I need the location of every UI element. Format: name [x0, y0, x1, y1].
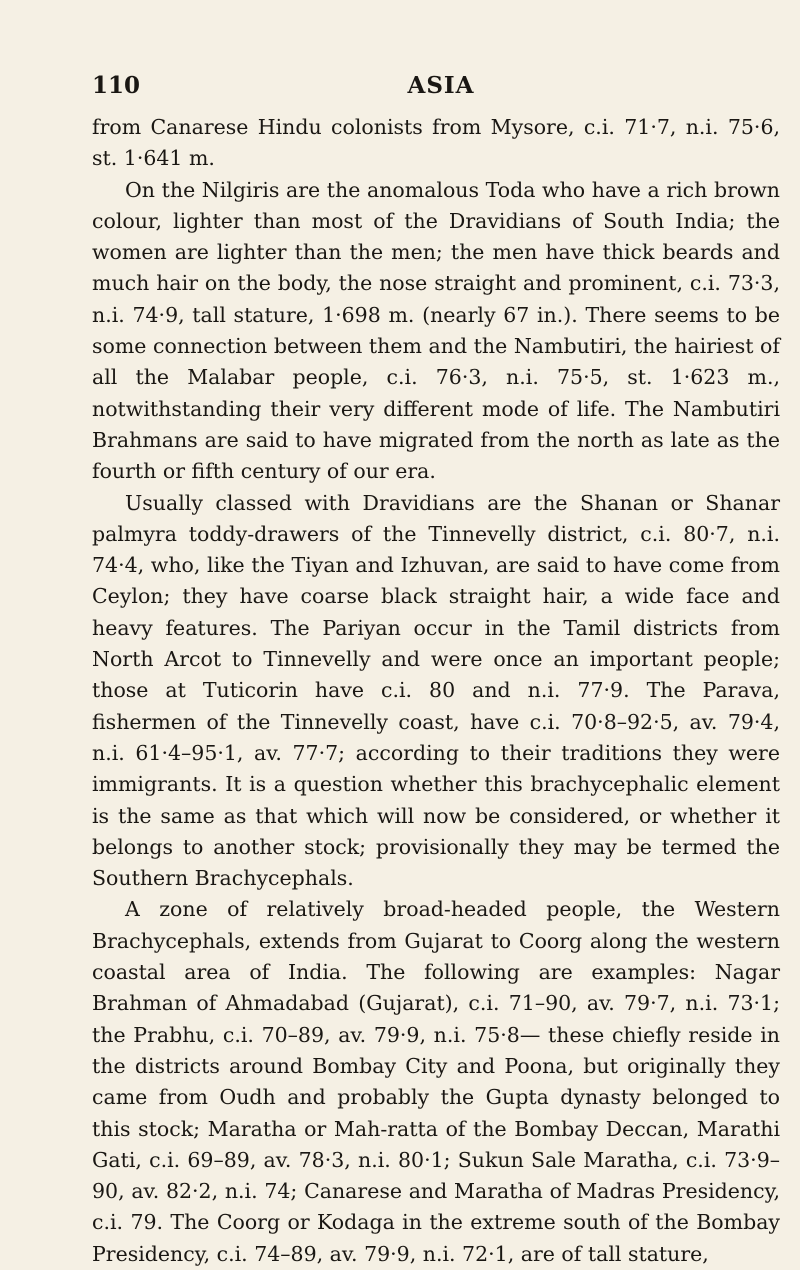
body-text	[92, 112, 780, 1270]
running-head	[92, 66, 770, 106]
paragraph-western-brachycephals: A zone of relatively broad-headed people, the Western Brachycephals, extends from Gujarat to Coorg along the western coastal area of India. The following are examples: Nagar Brahman of Ahmadabad (Gujarat), c.i. 71–90, av. 79·7, n.i. 73·1; the Prabhu, c.i. 70–89, av. 79·9, n.i. 75·8— these chiefly reside in the districts around Bombay City and Poona, but originally they came from Oudh and probably the Gupta dynasty belonged to this stock; Maratha or Mah-ratta of the Bombay Deccan, Marathi Gati, c.i. 69–89, av. 78·3, n.i. 80·1; Sukun Sale Maratha, c.i. 73·9–90, av. 82·2, n.i. 74; Canarese and Maratha of Madras Presidency, c.i. 79. The Coorg or Kodaga in the extreme south of the Bombay Presidency, c.i. 74–89, av. 79·9, n.i. 72·1, are of tall stature,	[92, 897, 780, 1266]
paragraph-toda: On the Nilgiris are the anomalous Toda who have a rich brown colour, lighter than most of the Dravidians of South India; the women are lighter than the men; the men have thick beards and much hair on the body, the nose straight and prominent, c.i. 73·3, n.i. 74·9, tall stature, 1·698 m. (nearly 67 in.). There seems to be some connection between them and the Nambutiri, the hairiest of all the Malabar people, c.i. 76·3, n.i. 75·5, st. 1·623 m., notwithstanding their very different mode of life. The Nambutiri Brahmans are said to have migrated from the north as late as the fourth or fifth century of our era.	[92, 177, 780, 484]
paragraph-southern-brachycephals: Usually classed with Dravidians are the Shanan or Shanar palmyra toddy-drawers of the Tinnevelly district, c.i. 80·7, n.i. 74·4, who, like the Tiyan and Izhuvan, are said to have come from Ceylon; they have coarse black straight hair, a wide face and heavy features. The Pariyan occur in the Tamil districts from North Arcot to Tinnevelly and were once an important people; those at Tuticorin have c.i. 80 and n.i. 77·9. The Parava, fishermen of the Tinnevelly coast, have c.i. 70·8–92·5, av. 79·4, n.i. 61·4–95·1, av. 77·7; according to their traditions they were immigrants. It is a question whether this brachycephalic element is the same as that which will now be considered, or whether it belongs to another stock; provisionally they may be termed the Southern Brachycephals.	[92, 490, 780, 891]
paragraph-continuation: from Canarese Hindu colonists from Mysore, c.i. 71·7, n.i. 75·6, st. 1·641 m.	[92, 115, 780, 171]
page-number: 110	[92, 72, 141, 99]
running-title: ASIA	[407, 72, 475, 99]
